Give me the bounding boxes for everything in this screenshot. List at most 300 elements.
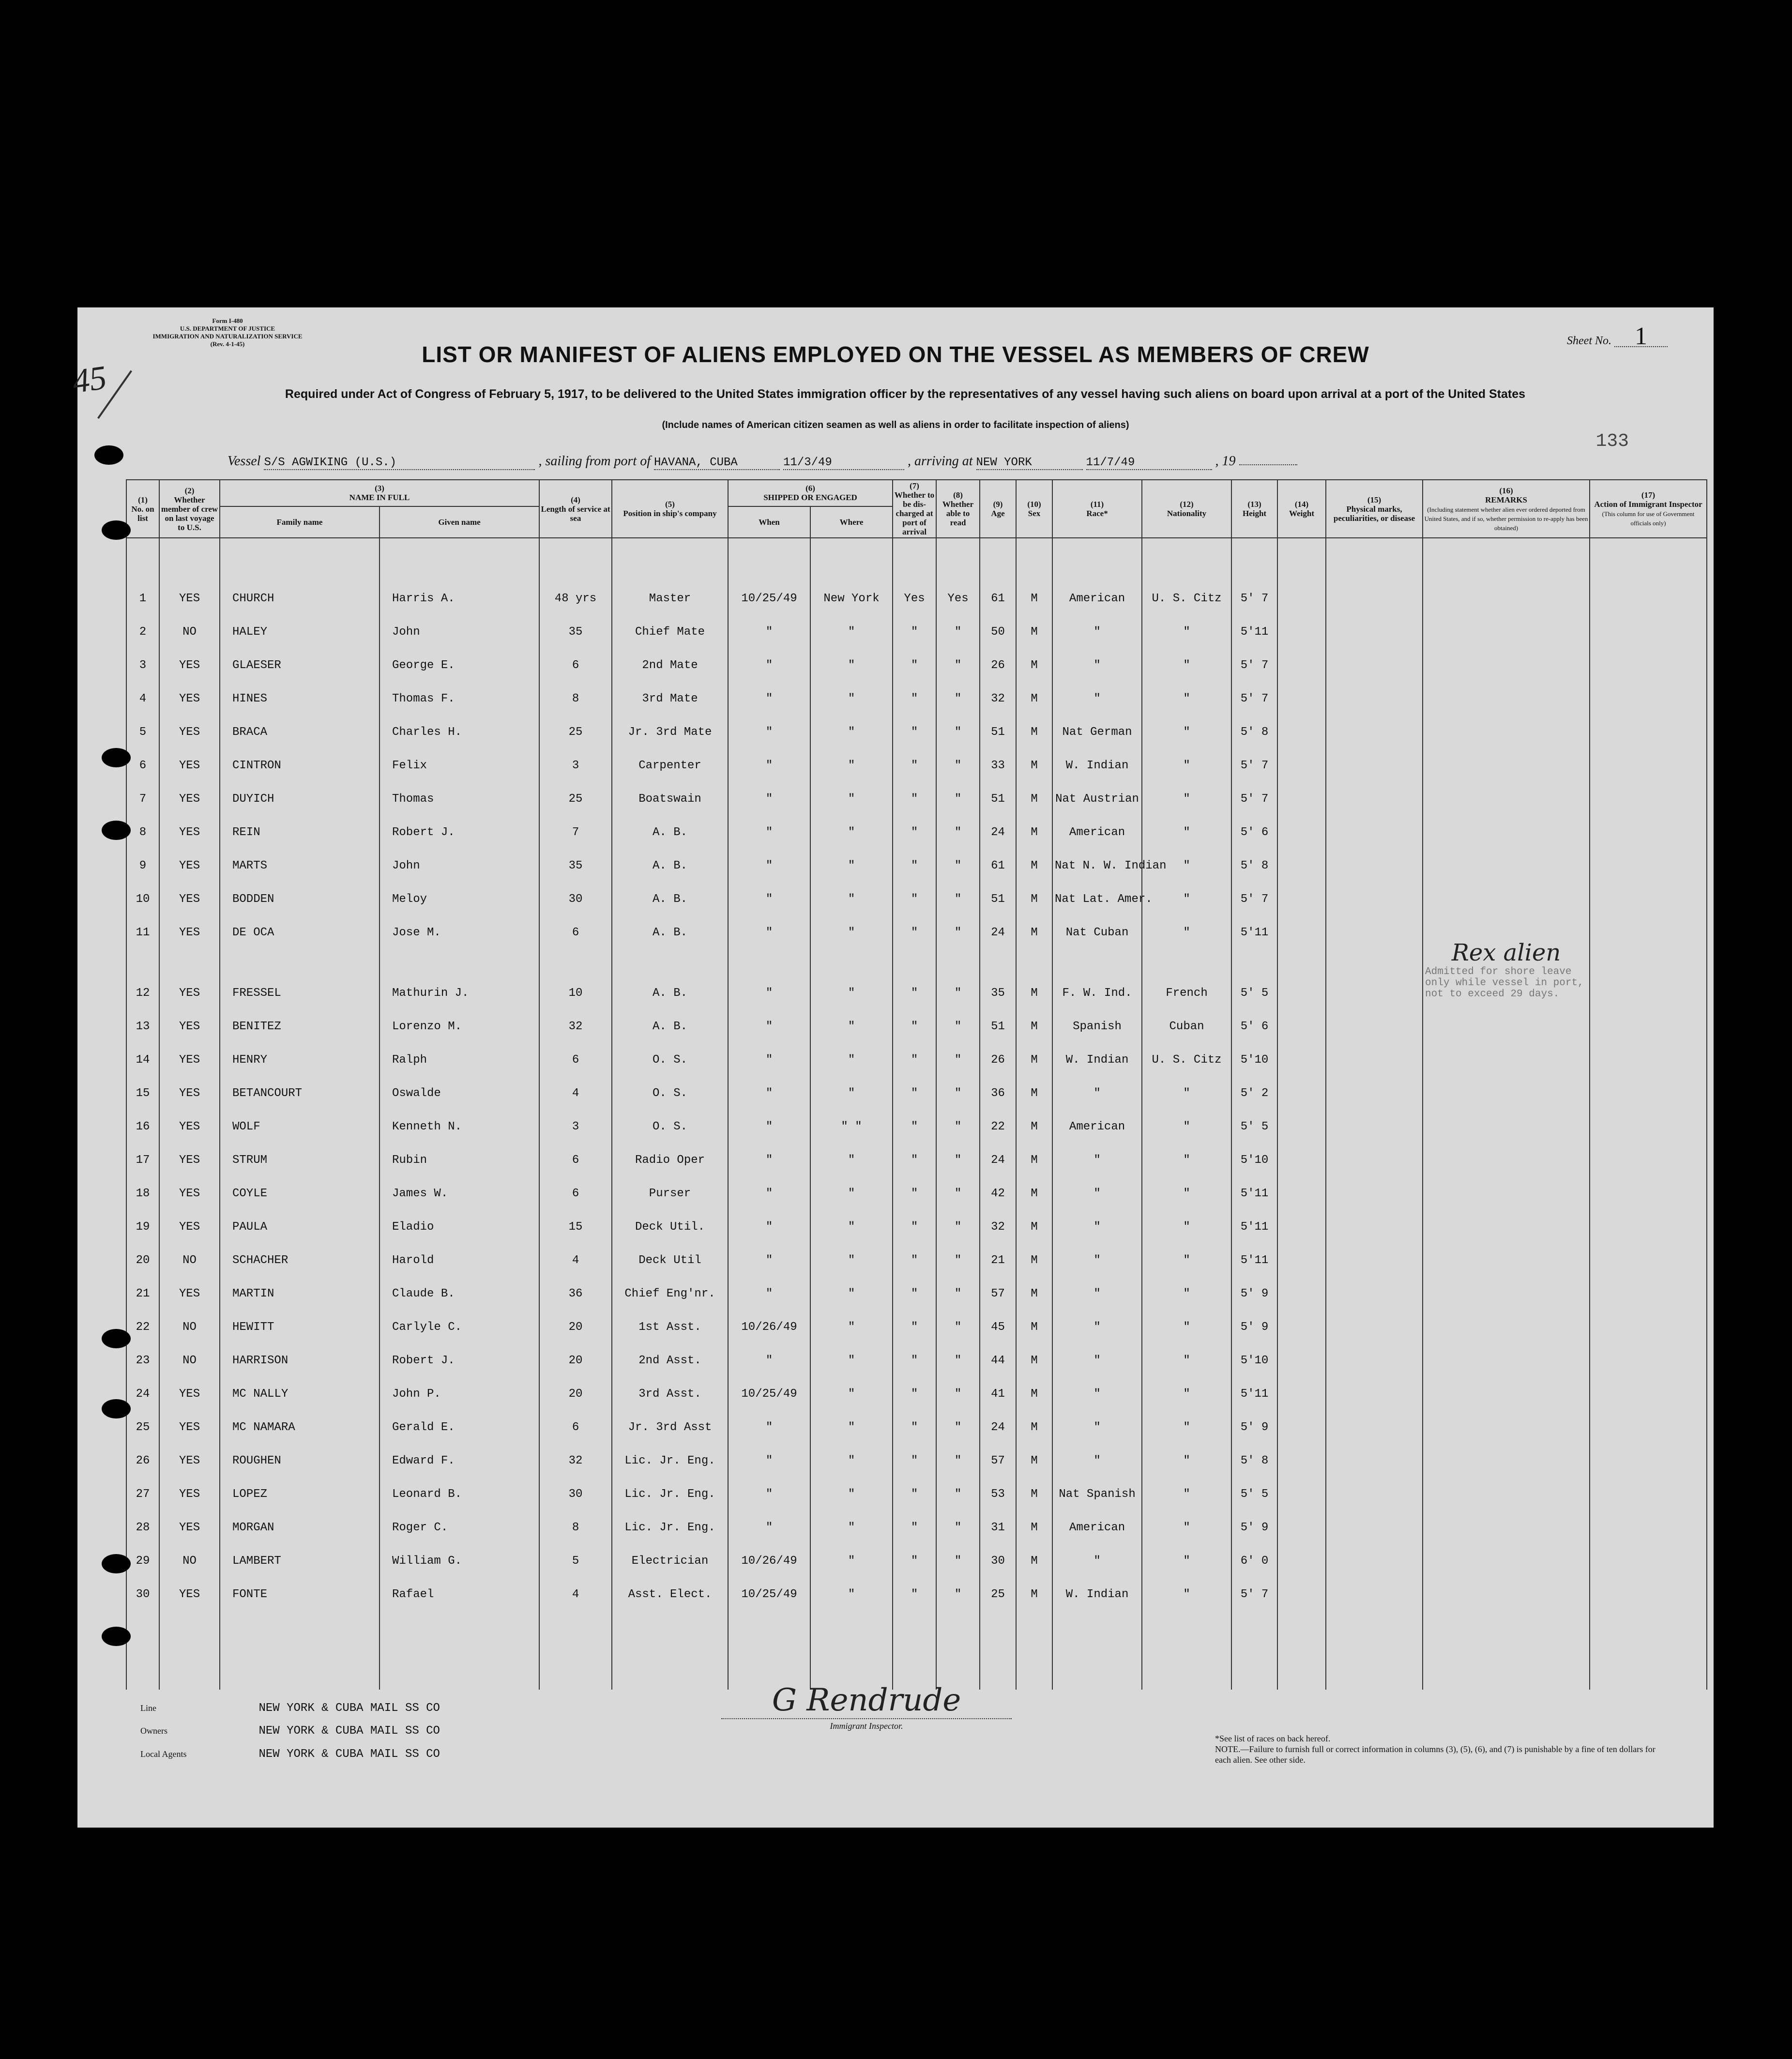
table-row: [126, 1467, 1707, 1501]
cell-member: YES: [159, 839, 220, 872]
cell-read: ": [936, 1501, 980, 1534]
cell-family: MC NALLY: [220, 1367, 380, 1401]
cell-nationality: ": [1142, 806, 1231, 839]
cell-length: 3: [539, 739, 612, 772]
cell-no: 3: [126, 639, 159, 672]
cell-weight: [1277, 872, 1326, 906]
col-shipped-header: (6) SHIPPED OR ENGAGED: [728, 480, 893, 506]
table-row: [126, 1133, 1707, 1167]
cell-length: 30: [539, 1467, 612, 1501]
cell-height: 5'10: [1231, 1133, 1277, 1167]
cell-member: NO: [159, 1300, 220, 1334]
cell-given: Jose M.: [380, 906, 539, 939]
cell-race: Spanish: [1052, 1000, 1142, 1033]
table-row: [126, 705, 1707, 739]
cell-height: 5' 7: [1231, 1568, 1277, 1601]
cell-age: 42: [980, 1167, 1016, 1200]
cell-race: Nat Spanish: [1052, 1467, 1142, 1501]
cell-height: 5'11: [1231, 1200, 1277, 1234]
cell-no: 11: [126, 906, 159, 939]
cell-action: [1590, 1334, 1707, 1367]
cell-discharged: ": [893, 939, 936, 1000]
cell-sex: M: [1016, 705, 1052, 739]
cell-discharged: ": [893, 772, 936, 806]
cell-height: 5' 2: [1231, 1067, 1277, 1100]
cell-position: O. S.: [612, 1100, 728, 1133]
cell-nationality: U. S. Citz: [1142, 572, 1231, 605]
cell-height: 5'11: [1231, 605, 1277, 639]
cell-race: ": [1052, 1401, 1142, 1434]
cell-family: CHURCH: [220, 572, 380, 605]
cell-weight: [1277, 1200, 1326, 1234]
cell-given: Robert J.: [380, 806, 539, 839]
col-family-header: Family name: [220, 506, 380, 538]
cell-age: 57: [980, 1434, 1016, 1467]
cell-remarks: [1423, 1234, 1590, 1267]
cell-where: ": [810, 605, 893, 639]
cell-no: 12: [126, 939, 159, 1000]
cell-action: [1590, 739, 1707, 772]
cell-length: 36: [539, 1267, 612, 1300]
cell-where: ": [810, 1501, 893, 1534]
cell-marks: [1326, 872, 1423, 906]
cell-race: ": [1052, 605, 1142, 639]
table-row: [126, 1434, 1707, 1467]
cell-family: ROUGHEN: [220, 1434, 380, 1467]
cell-sex: M: [1016, 1534, 1052, 1568]
cell-given: Edward F.: [380, 1434, 539, 1467]
cell-where: ": [810, 1334, 893, 1367]
cell-position: Boatswain: [612, 772, 728, 806]
cell-where: ": [810, 672, 893, 705]
cell-marks: [1326, 1100, 1423, 1133]
cell-position: Purser: [612, 1167, 728, 1200]
cell-age: 24: [980, 1401, 1016, 1434]
revision: (Rev. 4-1-45): [210, 340, 245, 348]
cell-marks: [1326, 1300, 1423, 1334]
cell-member: YES: [159, 1133, 220, 1167]
cell-where: ": [810, 1033, 893, 1067]
cell-height: 5' 7: [1231, 639, 1277, 672]
cell-height: 5' 7: [1231, 772, 1277, 806]
cell-when: ": [728, 1067, 810, 1100]
cell-weight: [1277, 1234, 1326, 1267]
cell-member: YES: [159, 1367, 220, 1401]
cell-height: 5' 7: [1231, 872, 1277, 906]
footer-agents-row: [140, 1748, 440, 1761]
cell-family: REIN: [220, 806, 380, 839]
arrival-port: NEW YORK: [976, 456, 1083, 470]
punch-hole: [102, 821, 131, 840]
cell-family: LOPEZ: [220, 1467, 380, 1501]
cell-when: ": [728, 1000, 810, 1033]
races-note: *See list of races on back hereof.: [1215, 1734, 1331, 1743]
cell-when: ": [728, 1167, 810, 1200]
cell-action: [1590, 872, 1707, 906]
cell-discharged: ": [893, 739, 936, 772]
cell-position: O. S.: [612, 1067, 728, 1100]
cell-race: American: [1052, 572, 1142, 605]
cell-remarks: [1423, 572, 1590, 605]
cell-height: 5' 8: [1231, 705, 1277, 739]
cell-read: ": [936, 1167, 980, 1200]
cell-where: New York: [810, 572, 893, 605]
cell-race: ": [1052, 1234, 1142, 1267]
cell-no: 10: [126, 872, 159, 906]
cell-discharged: ": [893, 1000, 936, 1033]
cell-discharged: ": [893, 1133, 936, 1167]
cell-member: YES: [159, 572, 220, 605]
cell-race: Nat Lat. Amer.: [1052, 872, 1142, 906]
sheet-number-value: 1: [1614, 327, 1668, 347]
cell-nationality: ": [1142, 1067, 1231, 1100]
cell-nationality: ": [1142, 772, 1231, 806]
cell-weight: [1277, 672, 1326, 705]
cell-nationality: U. S. Citz: [1142, 1033, 1231, 1067]
cell-remarks: [1423, 672, 1590, 705]
cell-weight: [1277, 1133, 1326, 1167]
cell-when: ": [728, 939, 810, 1000]
cell-nationality: ": [1142, 1367, 1231, 1401]
cell-length: 25: [539, 705, 612, 739]
cell-when: ": [728, 1267, 810, 1300]
cell-age: 25: [980, 1568, 1016, 1601]
year-label: , 19: [1215, 454, 1236, 469]
cell-given: Harold: [380, 1234, 539, 1267]
col-height-header: (13) Height: [1231, 480, 1277, 538]
table-row: [126, 1100, 1707, 1133]
cell-height: 5' 5: [1231, 939, 1277, 1000]
cell-height: 5' 7: [1231, 739, 1277, 772]
table-row: [126, 1267, 1707, 1300]
cell-remarks: [1423, 1534, 1590, 1568]
cell-where: ": [810, 939, 893, 1000]
cell-given: Oswalde: [380, 1067, 539, 1100]
cell-when: 10/25/49: [728, 1568, 810, 1601]
cell-age: 21: [980, 1234, 1016, 1267]
cell-length: 7: [539, 806, 612, 839]
cell-action: [1590, 839, 1707, 872]
cell-no: 14: [126, 1033, 159, 1067]
cell-length: 20: [539, 1300, 612, 1334]
cell-position: Jr. 3rd Asst: [612, 1401, 728, 1434]
cell-race: ": [1052, 1267, 1142, 1300]
cell-marks: [1326, 1267, 1423, 1300]
cell-age: 24: [980, 1133, 1016, 1167]
cell-position: Deck Util: [612, 1234, 728, 1267]
cell-race: ": [1052, 1334, 1142, 1367]
cell-sex: M: [1016, 772, 1052, 806]
cell-age: 31: [980, 1501, 1016, 1534]
line-label: Line: [140, 1703, 156, 1713]
filler-row: [126, 1601, 1707, 1690]
inspector-signature: G Rendrude: [772, 1682, 961, 1718]
cell-family: BETANCOURT: [220, 1067, 380, 1100]
cell-length: 32: [539, 1000, 612, 1033]
cell-action: [1590, 1434, 1707, 1467]
col-read-header: (8) Whether able to read: [936, 480, 980, 538]
cell-race: ": [1052, 1167, 1142, 1200]
cell-no: 20: [126, 1234, 159, 1267]
cell-remarks: [1423, 1200, 1590, 1234]
remarks-cell: [1423, 939, 1590, 1000]
cell-remarks: [1423, 739, 1590, 772]
cell-sex: M: [1016, 906, 1052, 939]
punch-hole: [102, 1399, 131, 1418]
handwritten-mark: 45: [70, 359, 109, 401]
cell-length: 8: [539, 672, 612, 705]
cell-action: [1590, 1167, 1707, 1200]
cell-family: BRACA: [220, 705, 380, 739]
cell-nationality: ": [1142, 839, 1231, 872]
cell-position: 3rd Mate: [612, 672, 728, 705]
cell-age: 32: [980, 1200, 1016, 1234]
arriving-label: , arriving at: [907, 454, 973, 469]
cell-family: GLAESER: [220, 639, 380, 672]
cell-position: Jr. 3rd Mate: [612, 705, 728, 739]
cell-position: Deck Util.: [612, 1200, 728, 1234]
cell-action: [1590, 939, 1707, 1000]
cell-position: Chief Mate: [612, 605, 728, 639]
cell-remarks: [1423, 839, 1590, 872]
cell-age: 36: [980, 1067, 1016, 1100]
cell-marks: [1326, 1534, 1423, 1568]
cell-family: MARTIN: [220, 1267, 380, 1300]
cell-position: 2nd Mate: [612, 639, 728, 672]
cell-action: [1590, 1200, 1707, 1234]
cell-when: ": [728, 839, 810, 872]
cell-no: 18: [126, 1167, 159, 1200]
cell-remarks: [1423, 1000, 1590, 1033]
cell-race: Nat German: [1052, 705, 1142, 739]
cell-age: 50: [980, 605, 1016, 639]
cell-race: American: [1052, 1501, 1142, 1534]
cell-marks: [1326, 1334, 1423, 1367]
cell-height: 5' 5: [1231, 1467, 1277, 1501]
cell-family: BODDEN: [220, 872, 380, 906]
cell-remarks: [1423, 1067, 1590, 1100]
cell-sex: M: [1016, 1434, 1052, 1467]
cell-given: Kenneth N.: [380, 1100, 539, 1133]
cell-discharged: ": [893, 672, 936, 705]
cell-action: [1590, 672, 1707, 705]
cell-race: Nat Austrian: [1052, 772, 1142, 806]
cell-nationality: ": [1142, 1334, 1231, 1367]
manifest-sheet: [70, 307, 1714, 1828]
cell-when: ": [728, 1501, 810, 1534]
cell-position: Asst. Elect.: [612, 1568, 728, 1601]
cell-remarks: [1423, 1501, 1590, 1534]
cell-discharged: ": [893, 1501, 936, 1534]
cell-marks: [1326, 839, 1423, 872]
cell-where: ": [810, 1467, 893, 1501]
col-weight-header: (14) Weight: [1277, 480, 1326, 538]
cell-weight: [1277, 1100, 1326, 1133]
cell-sex: M: [1016, 639, 1052, 672]
cell-member: YES: [159, 772, 220, 806]
cell-action: [1590, 1267, 1707, 1300]
cell-no: 30: [126, 1568, 159, 1601]
cell-when: 10/26/49: [728, 1534, 810, 1568]
cell-remarks: [1423, 772, 1590, 806]
cell-marks: [1326, 1200, 1423, 1234]
cell-given: Mathurin J.: [380, 939, 539, 1000]
cell-family: FONTE: [220, 1568, 380, 1601]
cell-length: 4: [539, 1568, 612, 1601]
cell-marks: [1326, 1401, 1423, 1434]
table-row: [126, 605, 1707, 639]
cell-family: MORGAN: [220, 1501, 380, 1534]
cell-no: 29: [126, 1534, 159, 1568]
col-race-header: (11) Race*: [1052, 480, 1142, 538]
cell-action: [1590, 1467, 1707, 1501]
cell-discharged: ": [893, 1534, 936, 1568]
cell-no: 6: [126, 739, 159, 772]
cell-age: 32: [980, 672, 1016, 705]
col-member-header: (2) Whether member of crew on last voyage to U.S.: [159, 480, 220, 538]
cell-family: HARRISON: [220, 1334, 380, 1367]
cell-length: 6: [539, 1133, 612, 1167]
cell-position: O. S.: [612, 1033, 728, 1067]
cell-discharged: ": [893, 1100, 936, 1133]
table-row: [126, 906, 1707, 939]
cell-height: 5' 7: [1231, 672, 1277, 705]
cell-marks: [1326, 1467, 1423, 1501]
cell-remarks: [1423, 806, 1590, 839]
cell-discharged: ": [893, 1067, 936, 1100]
cell-remarks: [1423, 705, 1590, 739]
cell-given: Carlyle C.: [380, 1300, 539, 1334]
cell-where: ": [810, 806, 893, 839]
cell-where: ": [810, 872, 893, 906]
cell-no: 17: [126, 1133, 159, 1167]
cell-nationality: ": [1142, 1300, 1231, 1334]
cell-read: ": [936, 1033, 980, 1067]
cell-member: NO: [159, 1234, 220, 1267]
cell-height: 5'11: [1231, 906, 1277, 939]
cell-given: Claude B.: [380, 1267, 539, 1300]
cell-read: ": [936, 605, 980, 639]
cell-given: Thomas: [380, 772, 539, 806]
cell-sex: M: [1016, 1367, 1052, 1401]
cell-member: YES: [159, 739, 220, 772]
cell-length: 6: [539, 1033, 612, 1067]
cell-member: YES: [159, 1167, 220, 1200]
cell-sex: M: [1016, 1234, 1052, 1267]
cell-nationality: ": [1142, 1234, 1231, 1267]
table-row: [126, 1501, 1707, 1534]
table-row: [126, 939, 1707, 1000]
table-row: [126, 772, 1707, 806]
cell-no: 13: [126, 1000, 159, 1033]
cell-weight: [1277, 1167, 1326, 1200]
cell-race: Nat N. W. Indian: [1052, 839, 1142, 872]
cell-when: ": [728, 1200, 810, 1234]
cell-when: ": [728, 1133, 810, 1167]
cell-nationality: ": [1142, 1167, 1231, 1200]
col-discharged-header: (7) Whether to be dis-charged at port of arrival: [893, 480, 936, 538]
cell-family: DE OCA: [220, 906, 380, 939]
cell-height: 5' 9: [1231, 1300, 1277, 1334]
cell-height: 6' 0: [1231, 1534, 1277, 1568]
cell-sex: M: [1016, 1200, 1052, 1234]
cell-discharged: ": [893, 1033, 936, 1067]
cell-action: [1590, 1100, 1707, 1133]
cell-family: LAMBERT: [220, 1534, 380, 1568]
cell-given: John: [380, 605, 539, 639]
cell-marks: [1326, 806, 1423, 839]
sailing-date: 11/3/49: [783, 456, 904, 470]
cell-where: ": [810, 839, 893, 872]
table-row: [126, 672, 1707, 705]
cell-read: ": [936, 1000, 980, 1033]
cell-read: ": [936, 1334, 980, 1367]
cell-where: ": [810, 1167, 893, 1200]
cell-weight: [1277, 1267, 1326, 1300]
cell-age: 51: [980, 705, 1016, 739]
cell-action: [1590, 1568, 1707, 1601]
cell-when: ": [728, 1434, 810, 1467]
cell-age: 51: [980, 772, 1016, 806]
cell-sex: M: [1016, 1067, 1052, 1100]
cell-when: ": [728, 806, 810, 839]
cell-remarks: [1423, 605, 1590, 639]
cell-family: DUYICH: [220, 772, 380, 806]
cell-position: A. B.: [612, 806, 728, 839]
vessel-label: Vessel: [228, 454, 261, 469]
cell-given: Harris A.: [380, 572, 539, 605]
cell-height: 5' 6: [1231, 806, 1277, 839]
col-name-header: (3) NAME IN FULL: [220, 480, 539, 506]
cell-action: [1590, 639, 1707, 672]
cell-action: [1590, 1501, 1707, 1534]
cell-height: 5' 8: [1231, 839, 1277, 872]
cell-marks: [1326, 672, 1423, 705]
cell-when: 10/26/49: [728, 1300, 810, 1334]
cell-when: ": [728, 1234, 810, 1267]
cell-remarks: [1423, 1267, 1590, 1300]
col-position-header: (5) Position in ship's company: [612, 480, 728, 538]
table-row: [126, 872, 1707, 906]
cell-when: ": [728, 1401, 810, 1434]
cell-sex: M: [1016, 1000, 1052, 1033]
cell-length: 6: [539, 639, 612, 672]
cell-where: ": [810, 1401, 893, 1434]
cell-read: ": [936, 1568, 980, 1601]
sheet-number-label: Sheet No.: [1567, 335, 1611, 347]
cell-where: ": [810, 772, 893, 806]
cell-member: YES: [159, 1401, 220, 1434]
cell-marks: [1326, 1067, 1423, 1100]
cell-length: 15: [539, 1200, 612, 1234]
cell-height: 5'10: [1231, 1033, 1277, 1067]
cell-remarks: [1423, 1568, 1590, 1601]
cell-action: [1590, 605, 1707, 639]
cell-remarks: [1423, 1334, 1590, 1367]
cell-discharged: ": [893, 705, 936, 739]
cell-height: 5' 8: [1231, 1434, 1277, 1467]
cell-height: 5'11: [1231, 1234, 1277, 1267]
cell-when: ": [728, 1334, 810, 1367]
cell-marks: [1326, 1167, 1423, 1200]
table-row: [126, 1167, 1707, 1200]
cell-length: 6: [539, 1167, 612, 1200]
col-nationality-header: (12) Nationality: [1142, 480, 1231, 538]
cell-no: 28: [126, 1501, 159, 1534]
cell-age: 41: [980, 1367, 1016, 1401]
cell-when: 10/25/49: [728, 1367, 810, 1401]
owners-value: NEW YORK & CUBA MAIL SS CO: [258, 1724, 440, 1738]
